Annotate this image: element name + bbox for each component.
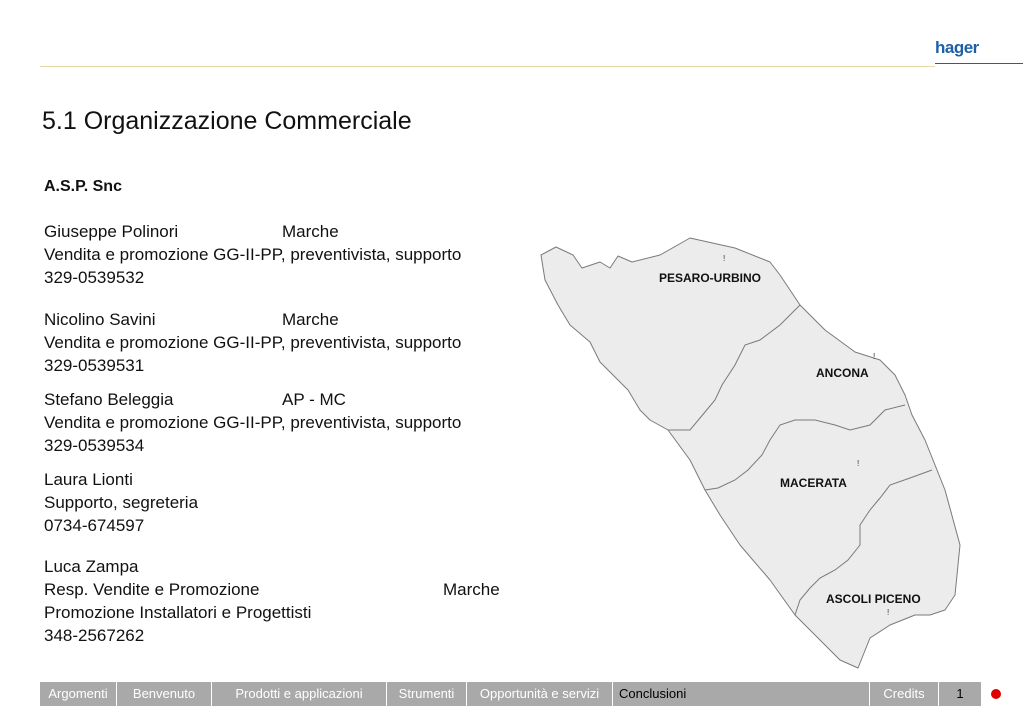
contact-area: AP - MC [282, 390, 346, 409]
nav-argomenti[interactable]: Argomenti [40, 682, 117, 706]
company-name: A.S.P. Snc [44, 178, 122, 195]
nav-conclusioni[interactable]: Conclusioni [613, 682, 870, 706]
contact-name: Nicolino Savini [44, 310, 156, 329]
contact-phone: 329-0539534 [44, 436, 145, 455]
contact-card [44, 555, 534, 647]
contact-name: Luca Zampa [44, 557, 139, 576]
logo-underline [935, 63, 1023, 64]
hager-logo: hager [935, 38, 979, 57]
map-pin-icon: ! [873, 352, 876, 361]
contact-area: Marche [282, 222, 339, 241]
map-label-macerata: MACERATA [780, 476, 847, 490]
contact-area: Marche [282, 310, 339, 329]
map-pin-icon: ! [887, 608, 890, 617]
contact-card [44, 308, 534, 377]
contact-role: Vendita e promozione GG-II-PP, preventivista, supporto [44, 245, 462, 264]
contact-role-secondary: Promozione Installatori e Progettisti [44, 603, 312, 622]
contact-phone: 329-0539532 [44, 268, 145, 287]
contact-phone: 348-2567262 [44, 626, 145, 645]
record-dot-icon[interactable] [991, 689, 1001, 699]
contact-card [44, 388, 534, 457]
nav-benvenuto[interactable]: Benvenuto [117, 682, 212, 706]
nav-prodotti-e-applicazioni[interactable]: Prodotti e applicazioni [212, 682, 387, 706]
contact-name: Giuseppe Polinori [44, 222, 179, 241]
contact-card [44, 220, 534, 289]
contact-role: Resp. Vendite e Promozione [44, 580, 260, 599]
contact-phone: 329-0539531 [44, 356, 145, 375]
nav-credits[interactable]: Credits [870, 682, 939, 706]
map-label-ancona: ANCONA [816, 366, 869, 380]
page-number: 1 [956, 686, 964, 701]
marche-region-map [530, 236, 970, 674]
contact-phone: 0734-674597 [44, 516, 145, 535]
nav-strumenti[interactable]: Strumenti [387, 682, 467, 706]
contact-role: Supporto, segreteria [44, 493, 199, 512]
header-rule [40, 66, 935, 67]
bottom-navigation [40, 682, 981, 706]
map-pin-icon: ! [857, 459, 860, 468]
contact-name: Laura Lionti [44, 470, 133, 489]
contact-card [44, 468, 534, 537]
map-label-ascoli-piceno: ASCOLI PICENO [826, 592, 921, 606]
contact-name: Stefano Beleggia [44, 390, 174, 409]
page-title: 5.1 Organizzazione Commerciale [42, 107, 412, 135]
nav-opportunita-e-servizi[interactable]: Opportunità e servizi [467, 682, 613, 706]
contact-role: Vendita e promozione GG-II-PP, preventivista, supporto [44, 333, 462, 352]
contact-role: Vendita e promozione GG-II-PP, preventivista, supporto [44, 413, 462, 432]
map-label-pesaro-urbino: PESARO-URBINO [659, 271, 762, 285]
map-pin-icon: ! [723, 254, 726, 263]
contact-area: Marche [443, 580, 500, 599]
